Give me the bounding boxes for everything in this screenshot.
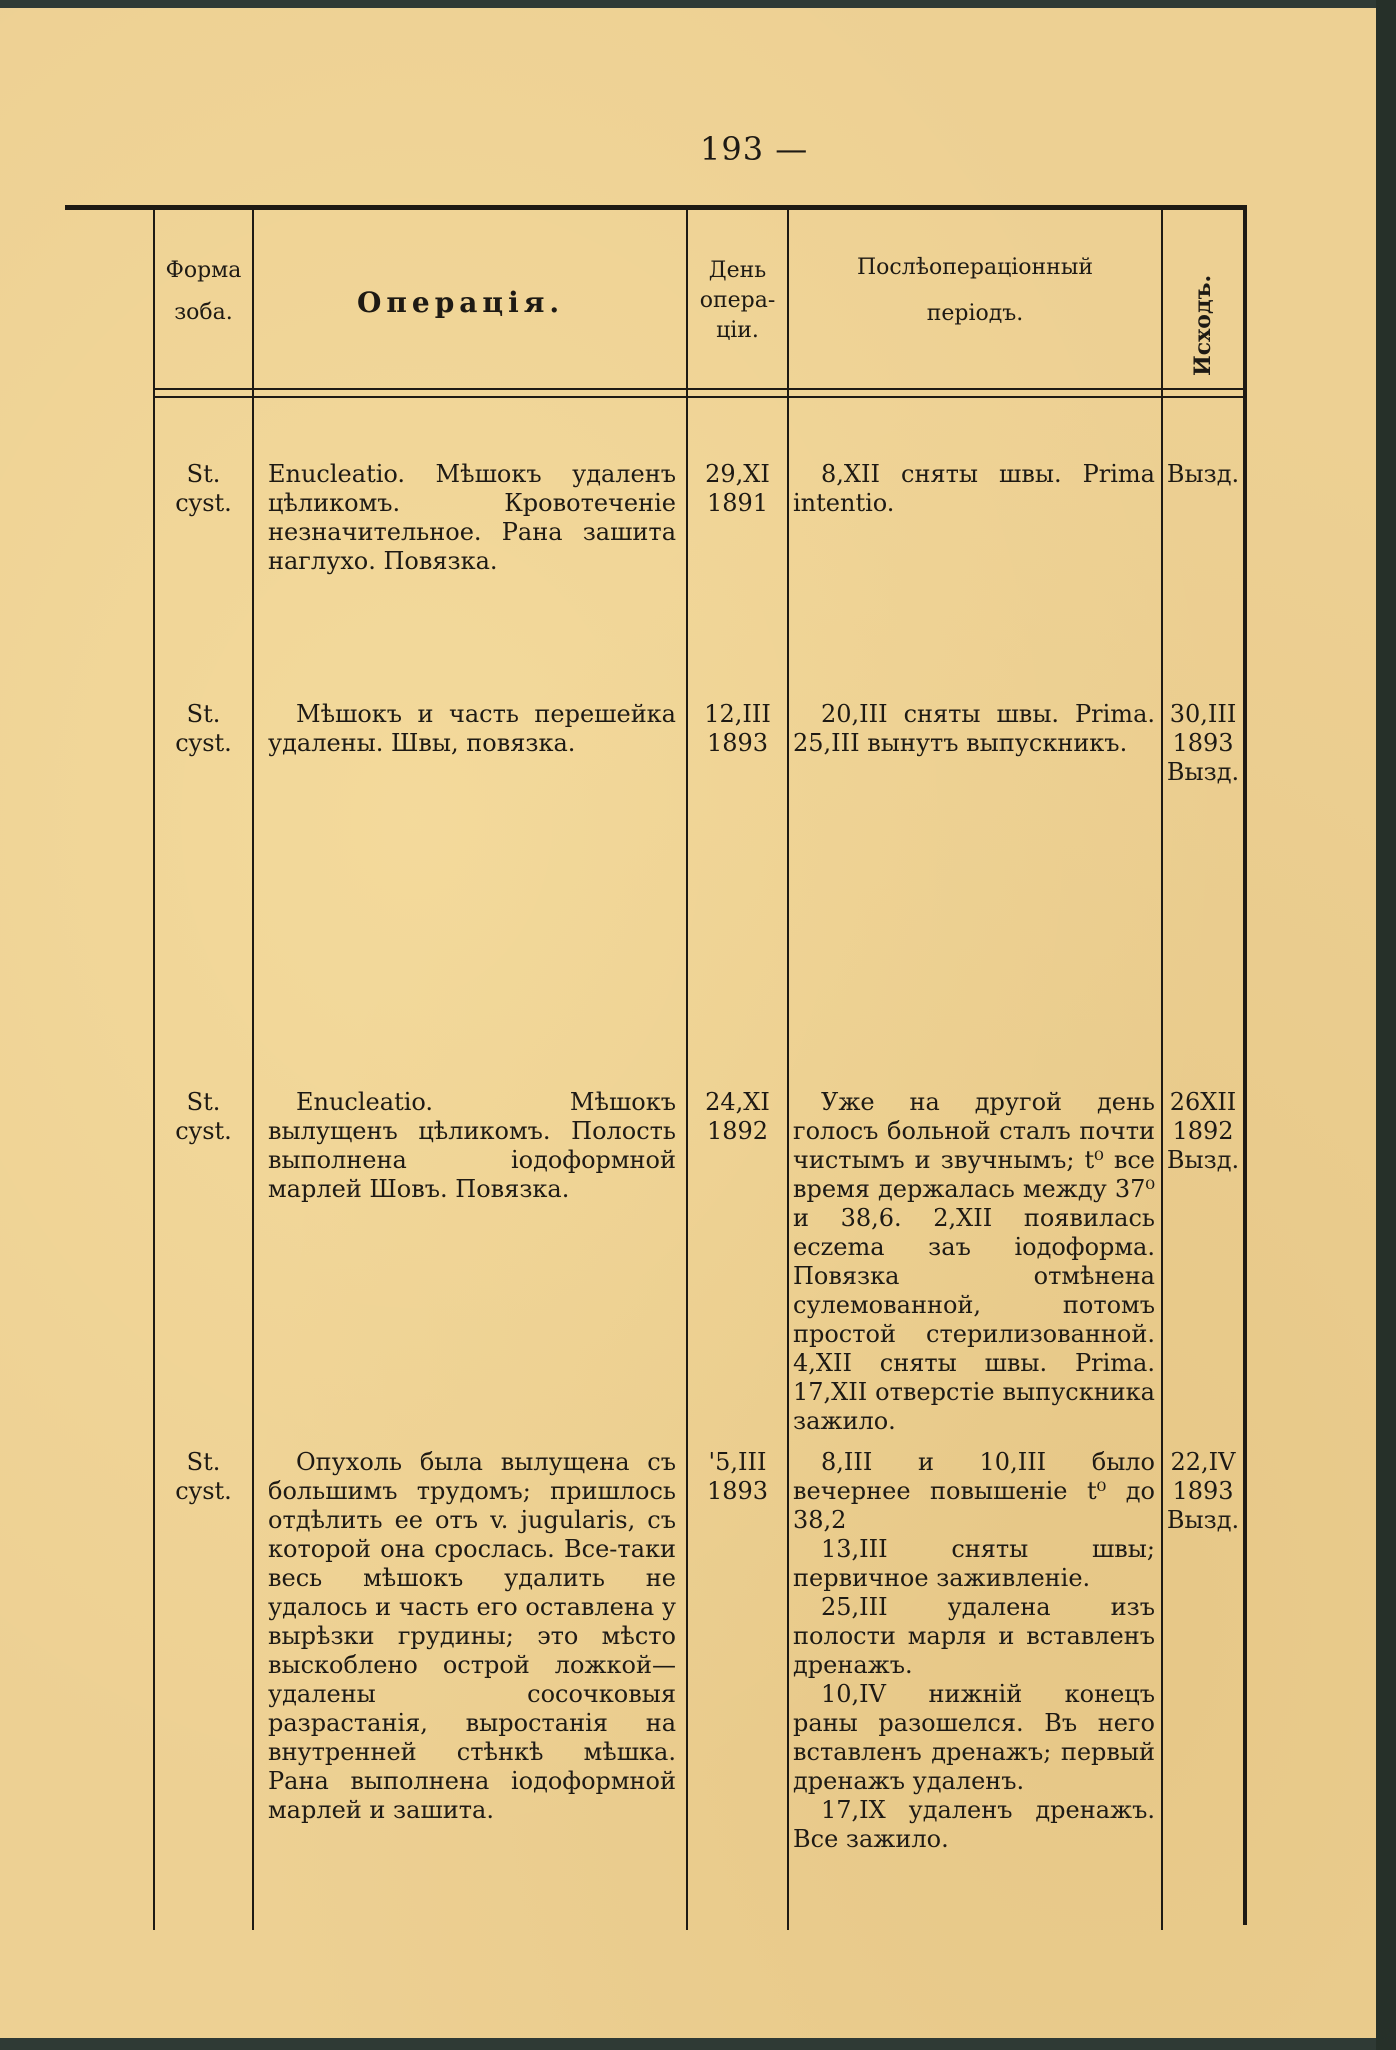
header-day-line1: День [708,258,767,283]
row2-outcome-line2: 1893 [1172,729,1234,757]
row3-form [155,1088,252,1146]
header-outcome: Исходъ. [1190,274,1216,376]
row3-outcome-line2: 1892 [1172,1117,1234,1145]
row4-outcome [1163,1448,1243,1535]
row3-outcome [1163,1088,1243,1175]
row4-form-line1: St. [186,1448,221,1476]
row1-day-line2: 1891 [706,489,769,517]
row4-day-line2: 1893 [706,1477,769,1505]
header-day-line2: опера- [699,288,776,313]
header-rule-1 [155,388,1245,390]
header-form-line1: Форма [165,258,242,283]
row4-postop-para2: 13,III сняты швы; первичное заживленіе. [793,1535,1155,1592]
book-page [0,8,1376,2038]
row3-form-line1: St. [186,1088,221,1116]
row1-form-line1: St. [186,460,221,488]
row2-form-line1: St. [186,700,221,728]
row2-day [688,700,787,758]
row3-form-line2: cyst. [175,1117,232,1145]
header-form-line2: зоба. [174,300,233,325]
row1-day [688,460,787,518]
row4-form-line2: cyst. [175,1477,232,1505]
row4-outcome-line1: 22,IV [1170,1448,1236,1476]
row2-operation: Мѣшокъ и часть перешейка удалены. Швы, повязка. [268,700,676,757]
row1-form [155,460,252,518]
table-right-border [1243,205,1247,1925]
table-top-rule [65,205,1247,210]
row3-day-line2: 1892 [706,1117,769,1145]
header-day [688,256,787,346]
row3-outcome-line1: 26XII [1169,1088,1237,1116]
row2-day-line2: 1893 [706,729,769,757]
header-rule-2 [155,396,1245,398]
row1-outcome [1163,460,1243,489]
row2-outcome-line1: 30,III [1169,700,1237,728]
row1-day-line1: 29,XI [705,460,770,488]
page-number: 193 — [700,130,809,168]
column-divider-4 [787,210,789,1930]
row2-form [155,700,252,758]
row4-postop-para3: 25,III удалена изъ полости марля и вставленъ дренажъ. [793,1593,1155,1679]
row2-outcome [1163,700,1243,787]
row1-outcome-line1: Вызд. [1166,460,1240,488]
row1-operation: Enucleatio. Мѣшокъ удаленъ цѣликомъ. Кровотеченіе незначительное. Рана зашита наглухо. Повязка. [268,460,676,575]
header-form [155,256,252,328]
row3-day-line1: 24,XI [705,1088,770,1116]
header-operation: Операція. [357,286,565,319]
row4-postop [793,1448,1155,1854]
row4-operation: Опухоль была вылущена съ большимъ трудомъ; пришлось отдѣлить ее отъ v. jugularis, съ которой она срослась. Все-таки весь мѣшокъ удалить не удалось и часть его оставлена у вырѣзки грудины; это мѣсто выскоблено острой ложкой—удалены сосочковыя разрастанія, выростанія на внутренней стѣнкѣ мѣшка. Рана выполнена іодоформной марлей и зашита. [268,1448,676,1824]
row4-day-line1: '5,III [708,1448,767,1476]
row1-form-line2: cyst. [175,489,232,517]
row3-outcome-line3: Вызд. [1166,1146,1240,1174]
header-postop [789,253,1161,329]
row2-outcome-line3: Вызд. [1166,758,1240,786]
row3-operation: Enucleatio. Мѣшокъ вылущенъ цѣликомъ. Полость выполнена іодоформной марлей Шовъ. Повязка. [268,1088,676,1203]
row2-day-line1: 12,III [704,700,771,728]
book-edge [1376,0,1396,2050]
row4-postop-para4: 10,IV нижній конецъ раны разошелся. Въ него вставленъ дренажъ; первый дренажъ удаленъ. [793,1680,1155,1795]
row3-postop: Уже на другой день голосъ больной сталъ почти чистымъ и звучнымъ; t⁰ все время держалась между 37⁰ и 38,6. 2,XII появилась eczema заъ іодоформа. Повязка отмѣнена сулемованной, потомъ простой стерилизованной. 4,XII сняты швы. Prima. 17,XII отверстіе выпускника зажило. [793,1088,1155,1435]
row4-postop-para1: 8,III и 10,III было вечернее повышеніе t⁰ до 38,2 [793,1448,1155,1534]
column-divider-2 [252,210,254,1930]
row4-postop-para5: 17,IX удаленъ дренажъ. Все зажило. [793,1796,1155,1853]
header-postop-line1: Послѣопераціонный [856,255,1094,280]
header-day-line3: ціи. [716,318,759,343]
row2-postop: 20,III сняты швы. Prima. 25,III вынутъ выпускникъ. [793,700,1155,757]
row4-outcome-line3: Вызд. [1166,1506,1240,1534]
row3-day [688,1088,787,1146]
row2-form-line2: cyst. [175,729,232,757]
row4-form [155,1448,252,1506]
row1-postop: 8,XII сняты швы. Prima intentio. [793,460,1155,517]
header-postop-line2: періодъ. [926,301,1024,326]
row4-outcome-line2: 1893 [1172,1477,1234,1505]
row4-day [688,1448,787,1506]
